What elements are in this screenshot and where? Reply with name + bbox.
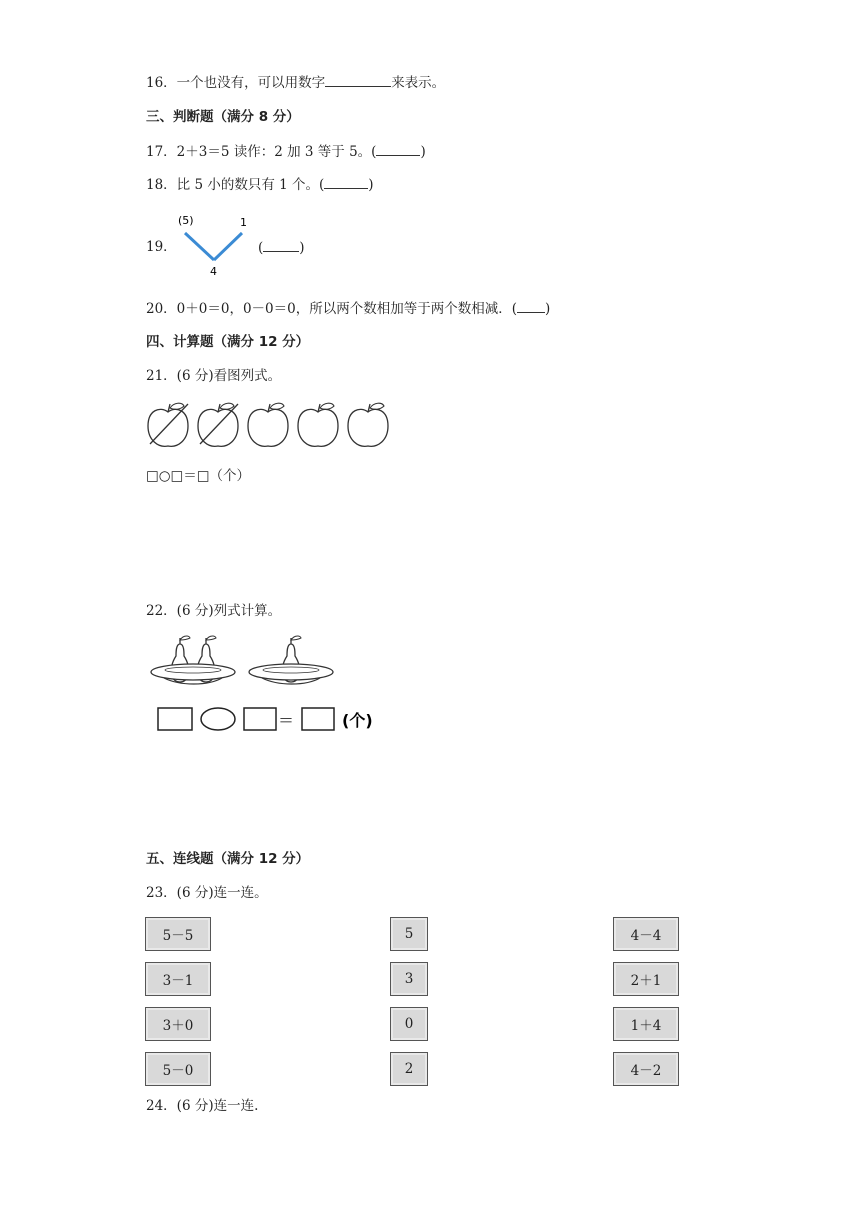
equals-sign: ＝ [278, 711, 295, 730]
answer-blank[interactable] [263, 238, 299, 252]
paren-close: ) [420, 144, 426, 160]
answer-box[interactable] [158, 708, 192, 730]
apple-icon [198, 403, 238, 446]
question-17-text: 17．2＋3＝5 读作：2 加 3 等于 5。( [146, 144, 377, 160]
split-diagram [172, 212, 252, 282]
section-5-heading: 五、连线题（满分 12 分） [146, 851, 310, 867]
match-right-4[interactable]: 4－2 [613, 1052, 679, 1086]
answer-box[interactable] [244, 708, 276, 730]
question-18-text: 18．比 5 小的数只有 1 个。( [146, 177, 325, 193]
question-24-text: 24．(6 分)连一连. [146, 1098, 259, 1114]
question-18 [146, 175, 374, 194]
answer-blank[interactable] [324, 175, 368, 189]
answer-blank[interactable] [517, 299, 545, 313]
diagram-bottom: 4 [210, 265, 217, 278]
operator-circle[interactable] [201, 708, 235, 730]
match-left-3[interactable]: 3＋0 [145, 1007, 211, 1041]
diagram-top-right: 1 [240, 216, 247, 229]
match-middle-3[interactable]: 0 [390, 1007, 428, 1041]
diagram-top-left: (5) [178, 214, 194, 227]
match-right-1[interactable]: 4－4 [613, 917, 679, 951]
answer-blank[interactable] [376, 142, 420, 156]
answer-blank[interactable] [325, 73, 391, 87]
question-16 [146, 73, 445, 92]
paren-open: ( [258, 240, 264, 256]
match-middle-1[interactable]: 5 [390, 917, 428, 951]
match-middle-4[interactable]: 2 [390, 1052, 428, 1086]
plate-with-two-pears [151, 636, 235, 684]
question-16-text: 16．一个也没有，可以用数字 [146, 75, 326, 91]
question-19-answer [258, 238, 305, 257]
diagram-right-branch [214, 233, 242, 260]
question-22-text: 22．(6 分)列式计算。 [146, 603, 282, 619]
question-20-text: 20．0＋0＝0，0－0＝0，所以两个数相加等于两个数相减．( [146, 301, 517, 317]
question-21-text: 21．(6 分)看图列式。 [146, 368, 282, 384]
section-4-heading: 四、计算题（满分 12 分） [146, 334, 310, 350]
apple-icon [148, 403, 188, 446]
pears-figure [150, 632, 390, 742]
match-left-2[interactable]: 3－1 [145, 962, 211, 996]
diagram-left-branch [185, 233, 214, 260]
paren-close: ) [544, 301, 551, 317]
apples-figure [146, 400, 396, 450]
section-3-heading: 三、判断题（满分 8 分） [146, 109, 300, 125]
unit-label: (个) [342, 711, 373, 730]
apple-icon [348, 403, 388, 446]
match-middle-2[interactable]: 3 [390, 962, 428, 996]
apple-icon [298, 403, 338, 446]
plate-with-one-pear [249, 636, 333, 684]
match-left-4[interactable]: 5－0 [145, 1052, 211, 1086]
question-17 [146, 142, 426, 161]
question-21-formula: □○□＝□（个） [146, 468, 251, 484]
question-19-number: 19． [146, 239, 177, 255]
question-20 [146, 299, 550, 318]
match-right-3[interactable]: 1＋4 [613, 1007, 679, 1041]
answer-box[interactable] [302, 708, 334, 730]
apple-icon [248, 403, 288, 446]
paren-close: ) [299, 240, 305, 256]
question-23-text: 23．(6 分)连一连。 [146, 885, 268, 901]
paren-close: ) [368, 177, 374, 193]
match-left-1[interactable]: 5－5 [145, 917, 211, 951]
match-right-2[interactable]: 2＋1 [613, 962, 679, 996]
question-16-suffix: 来表示。 [391, 75, 446, 91]
